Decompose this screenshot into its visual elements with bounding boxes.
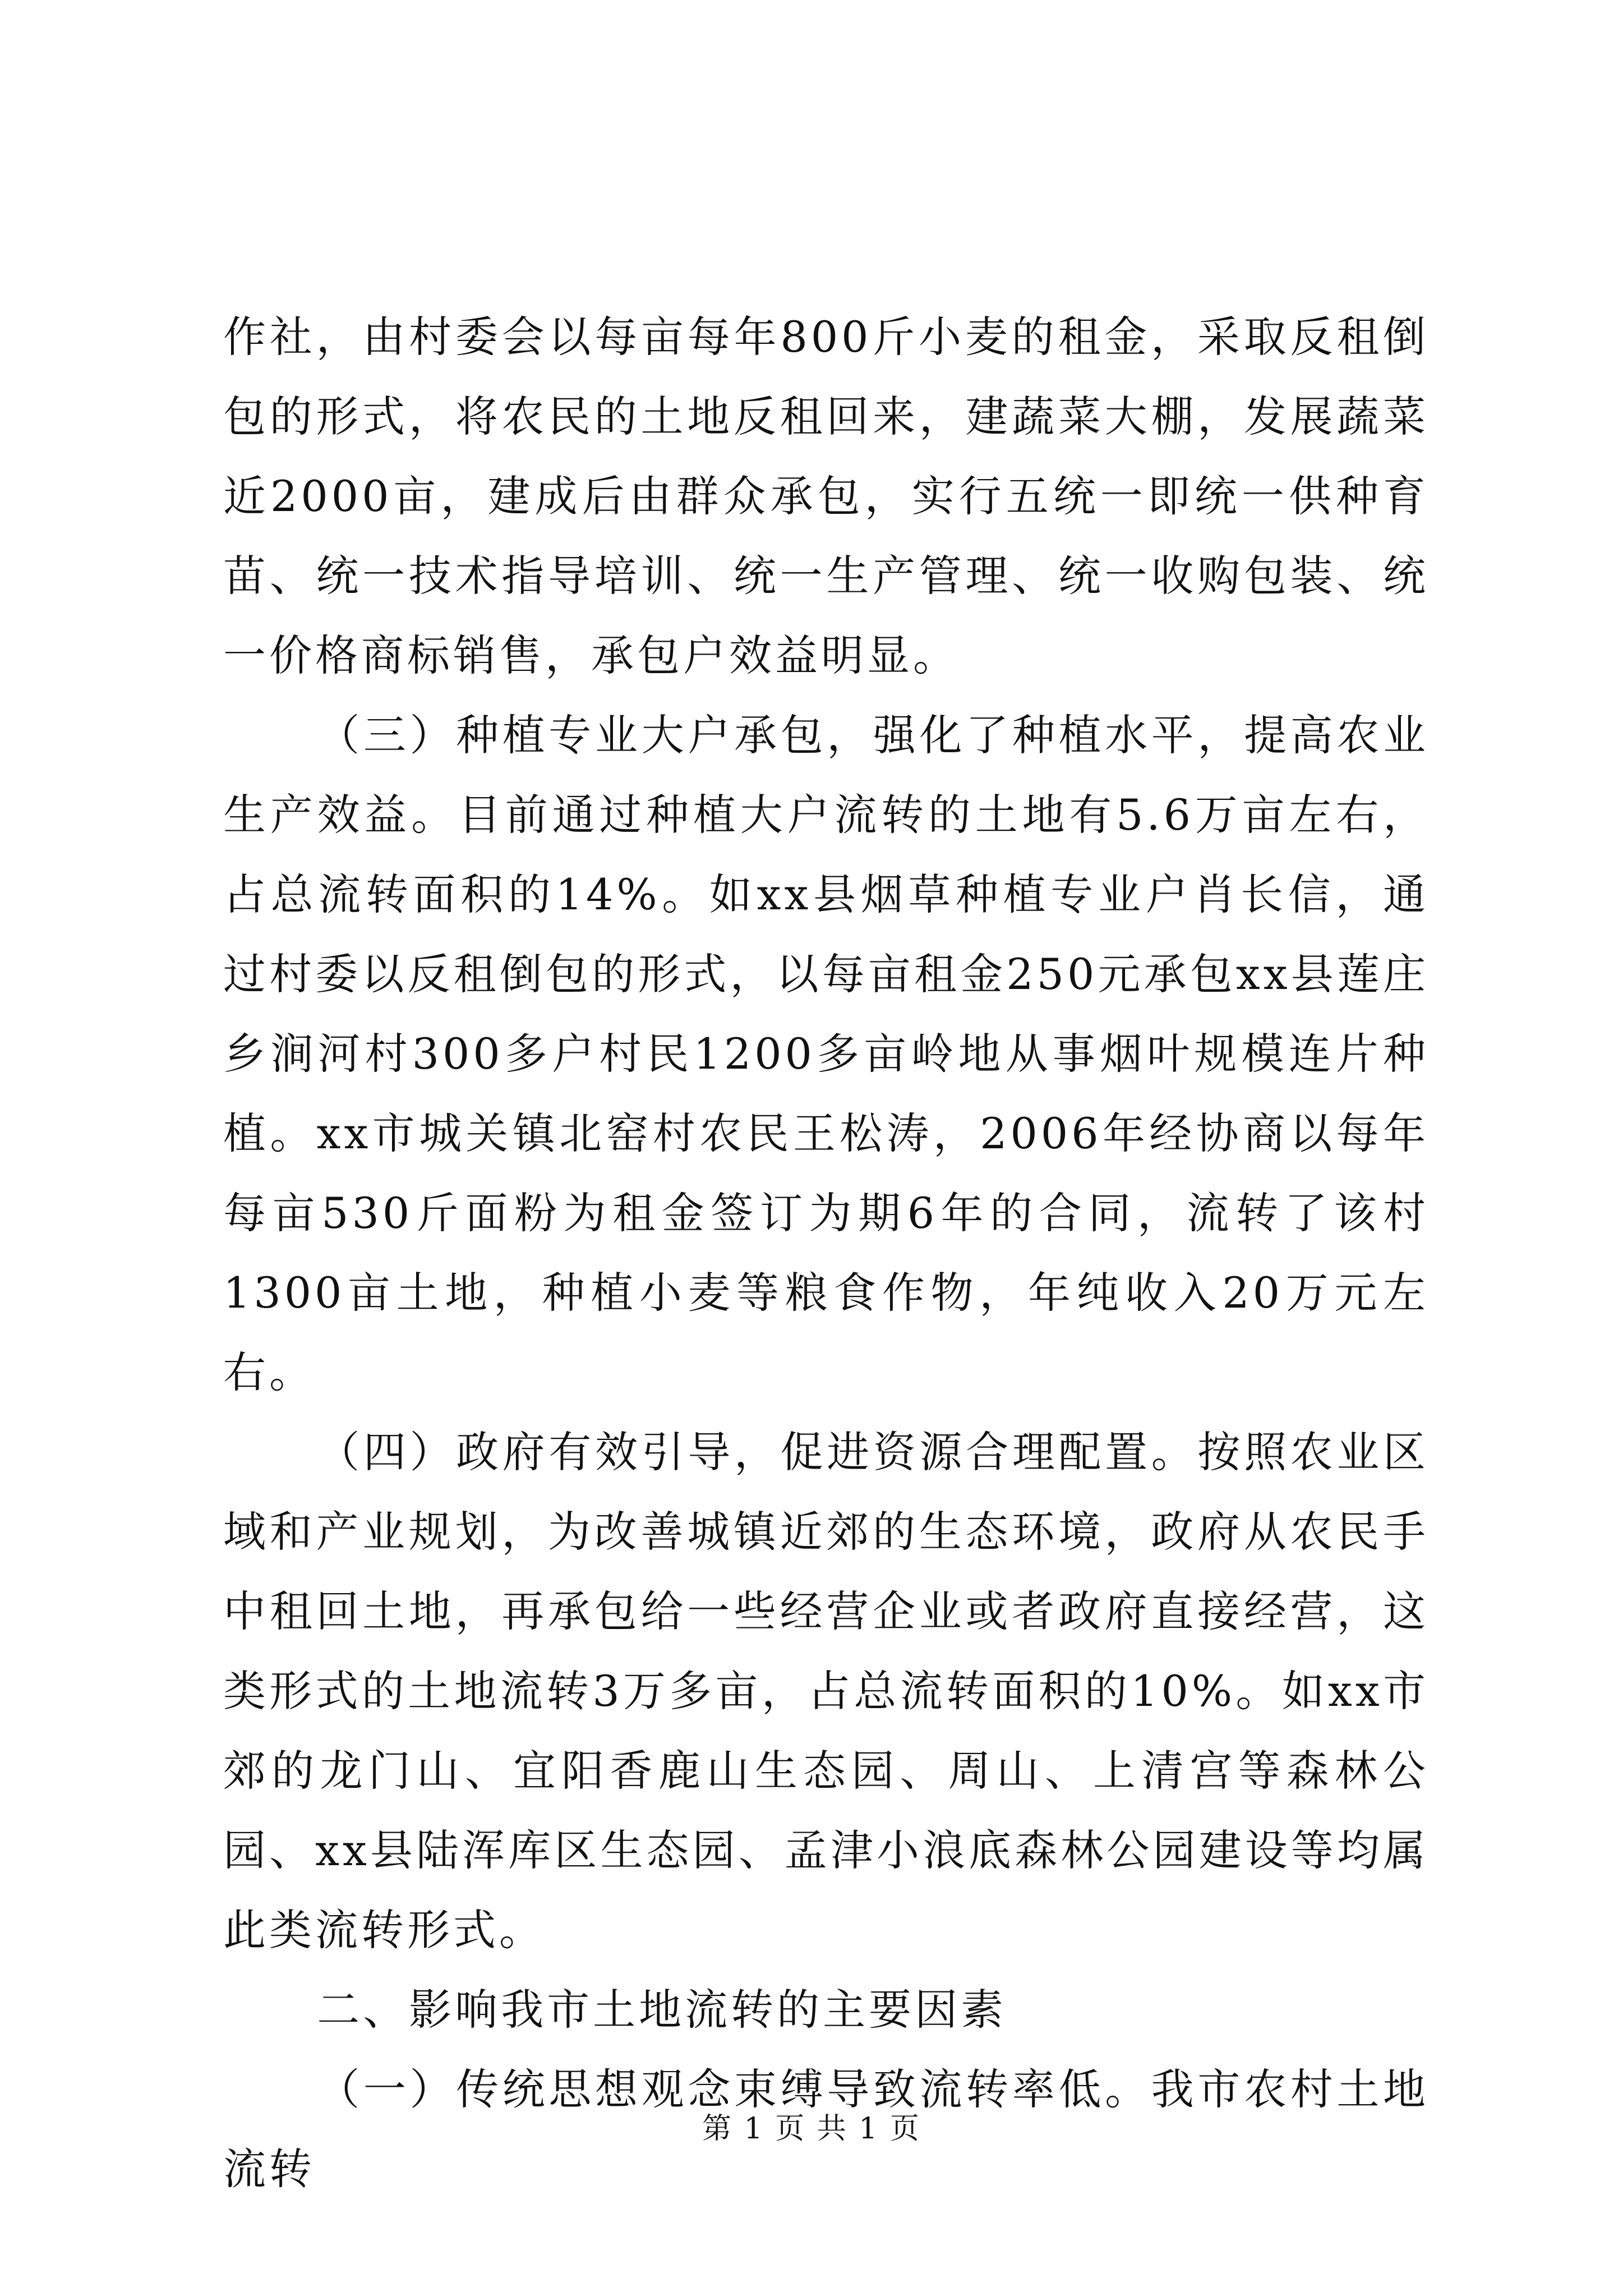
paragraph-1: 作社，由村委会以每亩每年800斤小麦的租金，采取反租倒包的形式，将农民的土地反租回来，建蔬菜大棚，发展蔬菜近2000亩，建成后由群众承包，实行五统一即统一供种育苗、统一技术指导培训、统一生产管理、统一收购包装、统一价格商标销售，承包户效益明显。 (223, 312, 1429, 680)
document-body (223, 297, 1429, 2209)
paragraph-5: （一）传统思想观念束缚导致流转率低。我市农村土地流转 (223, 2064, 1429, 2194)
paragraph-2: （三）种植专业大户承包，强化了种植水平，提高农业生产效益。目前通过种植大户流转的土地有5.6万亩左右，占总流转面积的14%。如xx县烟草种植专业户肖长信，通过村委以反租倒包的形式，以每亩租金250元承包xx县莲庄乡涧河村300多户村民1200多亩岭地从事烟叶规模连片种植。xx市城关镇北窑村农民王松涛，2006年经协商以每年每亩530斤面粉为租金签订为期6年的合同，流转了该村1300亩土地，种植小麦等粮食作物，年纯收入20万元左右。 (223, 710, 1429, 1397)
paragraph-3: （四）政府有效引导，促进资源合理配置。按照农业区域和产业规划，为改善城镇近郊的生态环境，政府从农民手中租回土地，再承包给一些经营企业或者政府直接经营，这类形式的土地流转3万多亩，占总流转面积的10%。如xx市郊的龙门山、宜阳香鹿山生态园、周山、上清宫等森林公园、xx县陆浑库区生态园、孟津小浪底森林公园建设等均属此类流转形式。 (223, 1427, 1429, 1955)
section-heading: 二、影响我市土地流转的主要因素 (317, 1985, 1007, 2035)
page-footer: 第 1 页 共 1 页 (702, 2112, 921, 2146)
